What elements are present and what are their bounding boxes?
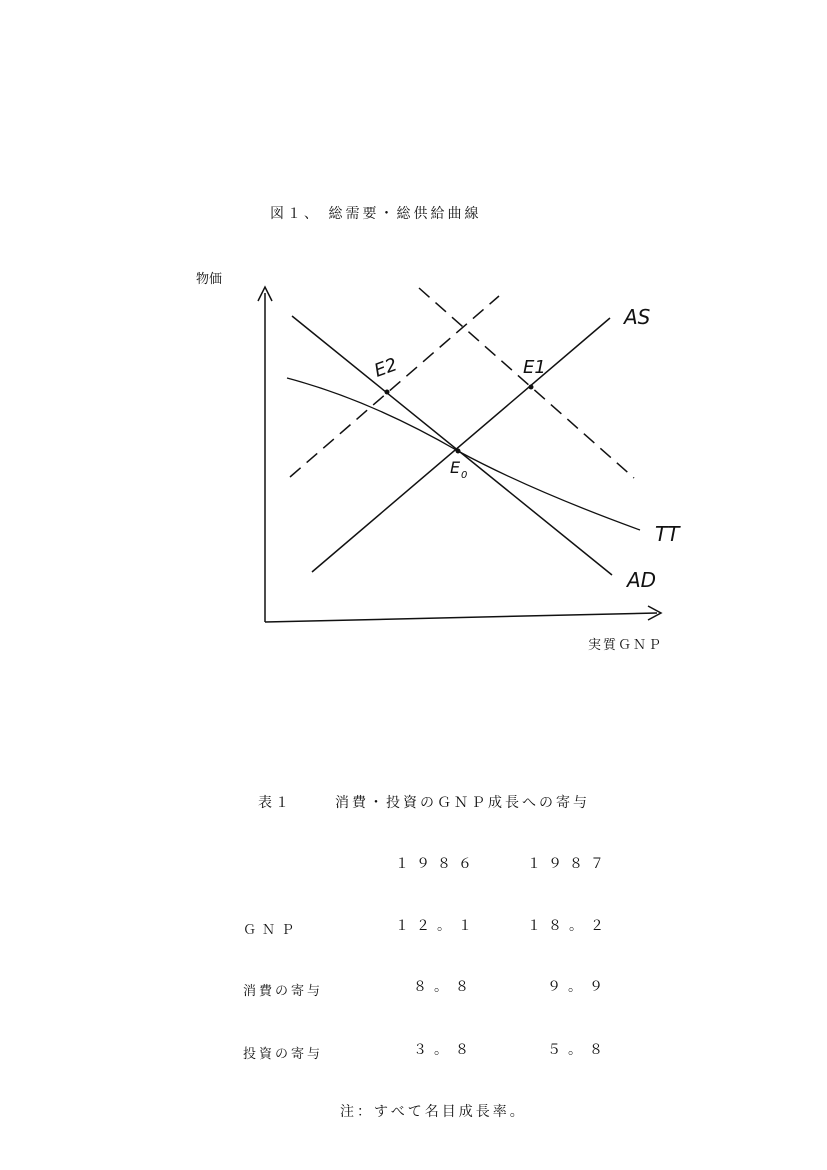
cell-consumption-1987: ９。９ <box>547 979 610 995</box>
ad-curve <box>292 316 612 575</box>
cell-consumption-1986: ８。８ <box>413 979 476 995</box>
cell-gnp-1987: １８。２ <box>527 918 611 934</box>
table-note: 注：すべて名目成長率。 <box>340 1104 527 1120</box>
tt-label: TT <box>655 522 680 546</box>
table-title: 消費・投資のＧＮＰ成長への寄与 <box>335 795 590 811</box>
as-label: AS <box>624 305 651 329</box>
e2-point <box>385 390 390 395</box>
row-label-investment: 投資の寄与 <box>243 1047 324 1062</box>
ad-label: AD <box>627 568 657 592</box>
y-axis-label: 物価 <box>196 272 223 287</box>
cell-investment-1986: ３。８ <box>413 1042 476 1058</box>
e2-label: E2 <box>371 354 401 382</box>
table-number: 表１ <box>258 795 292 811</box>
tt-curve <box>287 378 640 530</box>
x-axis <box>265 613 657 622</box>
e0-subscript: 0 <box>461 470 468 481</box>
column-header-1986: １９８６ <box>395 856 479 872</box>
as-curve <box>312 318 610 572</box>
column-header-1987: １９８７ <box>527 856 611 872</box>
e1-point <box>529 385 534 390</box>
figure-title: 図１、 総需要・総供給曲線 <box>270 206 482 222</box>
row-label-consumption: 消費の寄与 <box>243 984 324 999</box>
cell-gnp-1986: １２。１ <box>395 918 479 934</box>
e0-label: E <box>450 458 461 477</box>
cell-investment-1987: ５。８ <box>547 1042 610 1058</box>
e1-label: E1 <box>523 357 546 378</box>
x-axis-label: 実質ＧＮＰ <box>588 638 664 653</box>
row-label-gnp: ＧＮＰ <box>243 923 301 938</box>
shifted-ad-curve <box>419 288 634 478</box>
shifted-as-curve <box>290 296 499 477</box>
e0-point <box>456 449 461 454</box>
